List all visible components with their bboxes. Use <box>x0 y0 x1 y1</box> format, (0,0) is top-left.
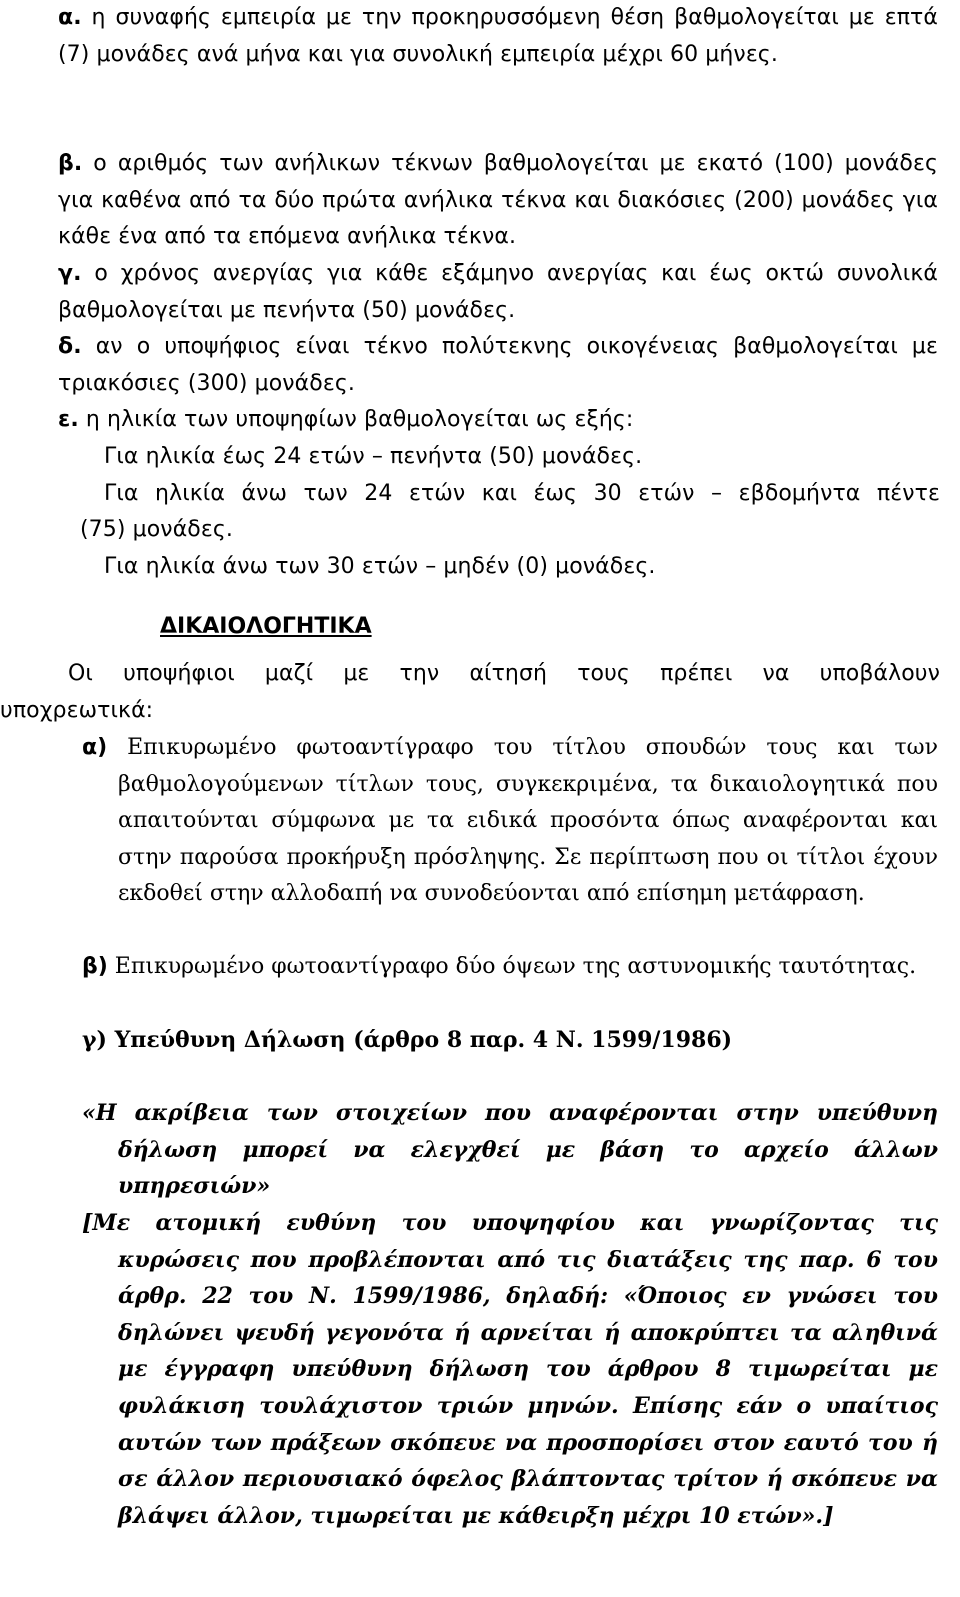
criterion-e-marker: ε. <box>58 407 79 432</box>
document-item-a-marker: α) <box>82 735 108 760</box>
document-item-a-text: Επικυρωμένο φωτοαντίγραφο του τίτλου σπουδών τους και των βαθμολογούμενων τίτλων τους, συγκεκριμένα, τα δικαιολογητικά που απαιτούνται σύμφωνα με τα ειδικά προσόντα όπως αναφέρονται και στην παρούσα προκήρυξη πρόσληψης. Σε περίπτωση που οι τίτλοι έχουν εκδοθεί στην αλλοδαπή να συνοδεύονται από επίσημη μετάφραση. <box>107 735 938 907</box>
document-item-b-marker: β) <box>82 954 108 979</box>
age-rule-2-cont: (75) μονάδες. <box>80 517 233 542</box>
criterion-b-text: ο αριθμός των ανήλικων τέκνων βαθμολογείται με εκατό (100) μονάδες για καθένα από τα δύο πρώτα ανήλικα τέκνα και διακόσιες (200) μονάδες για κάθε ένα από τα επόμενα ανήλικα τέκνα. <box>58 151 938 249</box>
document-item-c: γ) Υπεύθυνη Δήλωση (άρθρο 8 παρ. 4 Ν. 1599/1986) <box>82 1027 733 1053</box>
criterion-c-text: ο χρόνος ανεργίας για κάθε εξάμηνο ανεργίας και έως οκτώ συνολικά βαθμολογείται με πενήντα (50) μονάδες. <box>58 261 938 323</box>
age-rule-1: Για ηλικία έως 24 ετών – πενήντα (50) μονάδες. <box>104 444 643 469</box>
section-title: ΔΙΚΑΙΟΛΟΓΗΤΙΚΑ <box>160 614 372 639</box>
criterion-b-marker: β. <box>58 151 83 176</box>
criterion-d-marker: δ. <box>58 334 82 359</box>
document-item-a <box>82 730 938 913</box>
criterion-d-text: αν ο υποψήφιος είναι τέκνο πολύτεκνης οικογένειας βαθμολογείται με τριακόσιες (300) μονάδες. <box>58 334 938 396</box>
criterion-c <box>58 256 938 329</box>
age-rule-2: Για ηλικία άνω των 24 ετών και έως 30 ετών – εβδομήντα πέντε <box>104 481 940 506</box>
criterion-b <box>58 146 938 256</box>
legal-warning: [Με ατομική ευθύνη του υποψηφίου και γνωρίζοντας τις κυρώσεις που προβλέπονται από τις διατάξεις της παρ. 6 του άρθρ. 22 του Ν. 1599/1986, δηλαδή: «Όποιος εν γνώσει του δηλώνει ψευδή γεγονότα ή αρνείται ή αποκρύπτει τα αληθινά με έγγραφη υπεύθυνη δήλωση του άρθρου 8 τιμωρείται με φυλάκιση τουλάχιστον τριών μηνών. Επίσης εάν ο υπαίτιος αυτών των πράξεων σκόπευε να προσπορίσει στον εαυτό του ή σε άλλον περιουσιακό όφελος βλάπτοντας τρίτον ή σκόπευε να βλάψει άλλον, τιμωρείται με κάθειρξη μέχρι 10 ετών».] <box>82 1210 938 1529</box>
document-item-b <box>82 949 938 986</box>
age-rule-3: Για ηλικία άνω των 30 ετών – μηδέν (0) μονάδες. <box>104 554 656 579</box>
verification-note: «Η ακρίβεια των στοιχείων που αναφέρονται στην υπεύθυνη δήλωση μπορεί να ελεγχθεί με βάση το αρχείο άλλων υπηρεσιών» <box>82 1100 938 1200</box>
criterion-d <box>58 329 938 402</box>
criterion-a <box>58 0 938 73</box>
document-item-b-text: Επικυρωμένο φωτοαντίγραφο δύο όψεων της αστυνομικής ταυτότητας. <box>107 954 917 979</box>
intro-line-1: Οι υποψήφιοι μαζί με την αίτησή τους πρέπει να υποβάλουν <box>68 661 940 686</box>
criterion-c-marker: γ. <box>58 261 82 286</box>
criterion-a-text: η συναφής εμπειρία με την προκηρυσσόμενη θέση βαθμολογείται με επτά (7) μονάδες ανά μήνα και για συνολική εμπειρία μέχρι 60 μήνες. <box>58 5 938 67</box>
intro-line-2: υποχρεωτικά: <box>0 698 154 723</box>
criterion-e-text: η ηλικία των υποψηφίων βαθμολογείται ως εξής: <box>78 407 634 432</box>
criterion-a-marker: α. <box>58 5 82 30</box>
criterion-e <box>58 402 938 439</box>
